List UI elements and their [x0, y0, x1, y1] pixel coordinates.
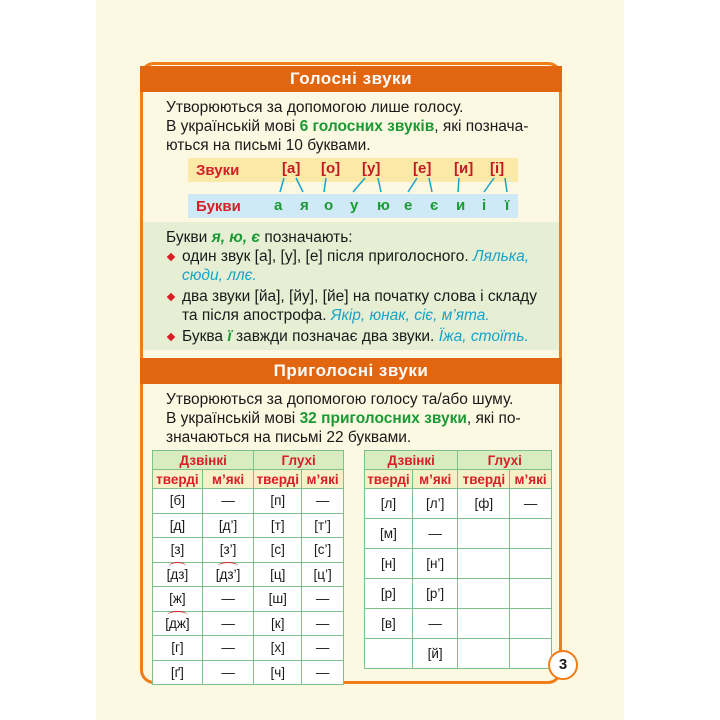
affricate-arc: [дз] [166, 566, 189, 582]
table-row [153, 513, 344, 538]
table-row [153, 587, 344, 612]
voiced-header: Дзвінкі [153, 451, 254, 470]
table-cell: [л’] [412, 489, 458, 519]
table-row [153, 611, 344, 636]
voiceless-header: Глухі [254, 451, 344, 470]
table-cell: [н’] [412, 549, 458, 579]
table-cell [153, 562, 203, 587]
table-cell: — [302, 660, 344, 685]
letter-item: о [324, 197, 334, 214]
table-cell: [ц] [254, 562, 302, 587]
letters-label: Букви [196, 198, 241, 215]
table-cell [458, 609, 510, 639]
table-cell [458, 519, 510, 549]
consonants-table-left [152, 450, 344, 685]
sound-item: [а] [282, 160, 301, 177]
table-cell: — [302, 587, 344, 612]
table-cell: [м] [365, 519, 413, 549]
table-cell: [н] [365, 549, 413, 579]
consonants-line2: В українській мові 32 приголосних звуки, які по- [166, 410, 521, 427]
table-cell: [ч] [254, 660, 302, 685]
voiced-header: Дзвінкі [365, 451, 458, 470]
letter-item: у [350, 197, 359, 214]
sound-item: [е] [413, 160, 432, 177]
hard-header: тверді [153, 470, 203, 489]
table-row [153, 562, 344, 587]
vowels-line3: ються на письмі 10 буквами. [166, 137, 371, 154]
bullet-2-line2: та після апострофа. Якір, юнак, сіє, м’ята. [182, 307, 490, 324]
table-cell: [с’] [302, 538, 344, 563]
letter-item: е [404, 197, 413, 214]
bullet-1-line2: сюди, ллє. [182, 267, 257, 284]
table-cell [510, 609, 552, 639]
hard-header: тверді [365, 470, 413, 489]
hard-header: тверді [458, 470, 510, 489]
table-cell: [п] [254, 489, 302, 514]
hard-header: тверді [254, 470, 302, 489]
table-cell [458, 579, 510, 609]
table-cell: [х] [254, 636, 302, 661]
table-cell: [б] [153, 489, 203, 514]
consonants-line1: Утворюються за допомогою голосу та/або шуму. [166, 391, 514, 408]
letter-item: я [300, 197, 309, 214]
table-cell: — [302, 611, 344, 636]
vowels-line1: Утворюються за допомогою лише голосу. [166, 99, 464, 116]
consonants-title: Приголосні звуки [140, 358, 562, 384]
affricate-arc: [дз’] [215, 566, 241, 582]
table-cell: [д’] [202, 513, 254, 538]
table-cell: — [302, 636, 344, 661]
table-cell [510, 579, 552, 609]
table-cell: — [510, 489, 552, 519]
table-cell: [г] [153, 636, 203, 661]
soft-header: м’які [510, 470, 552, 489]
table-cell: [р] [365, 579, 413, 609]
table-cell: [т] [254, 513, 302, 538]
table-cell: [в] [365, 609, 413, 639]
bullet-1-line1: один звук [а], [у], [е] після приголосного. Лялька, [182, 248, 530, 265]
table-row [365, 579, 552, 609]
bullet-2-line1: два звуки [йа], [йу], [йе] на початку слова і складу [182, 288, 537, 305]
consonants-table-right [364, 450, 552, 669]
soft-header: м’які [202, 470, 254, 489]
note-heading: Букви я, ю, є позначають: [166, 229, 353, 246]
page-number: 3 [548, 650, 578, 680]
table-row [365, 549, 552, 579]
table-cell: [з] [153, 538, 203, 563]
table-cell: [ц’] [302, 562, 344, 587]
sound-item: [і] [490, 160, 505, 177]
table-row [153, 660, 344, 685]
table-cell: — [202, 489, 254, 514]
table-row [153, 489, 344, 514]
table-cell [458, 639, 510, 669]
sound-item: [у] [362, 160, 381, 177]
table-row [365, 639, 552, 669]
sound-item: [и] [454, 160, 474, 177]
vowels-title: Голосні звуки [140, 66, 562, 92]
sound-item: [о] [321, 160, 341, 177]
table-cell: — [202, 611, 254, 636]
table-cell [510, 519, 552, 549]
table-cell: [д] [153, 513, 203, 538]
table-cell [510, 639, 552, 669]
table-row [365, 489, 552, 519]
vowels-line2: В українській мові 6 голосних звуків, які познача- [166, 118, 529, 135]
letter-item: і [482, 197, 487, 214]
table-cell [365, 639, 413, 669]
letter-item: ю [377, 197, 390, 214]
table-cell: [т’] [302, 513, 344, 538]
table-cell: [р’] [412, 579, 458, 609]
bullet-3: Буква ї завжди позначає два звуки. Їжа, стоїть. [182, 328, 529, 345]
table-cell: — [412, 609, 458, 639]
table-cell: [к] [254, 611, 302, 636]
table-row [365, 519, 552, 549]
sounds-label: Звуки [196, 162, 240, 179]
table-cell: — [302, 489, 344, 514]
table-cell: [с] [254, 538, 302, 563]
table-cell: [л] [365, 489, 413, 519]
letter-item: є [430, 197, 439, 214]
table-cell: [з’] [202, 538, 254, 563]
table-row [153, 538, 344, 563]
soft-header: м’які [412, 470, 458, 489]
soft-header: м’які [302, 470, 344, 489]
letter-item: а [274, 197, 283, 214]
table-cell: [ґ] [153, 660, 203, 685]
letter-item: и [456, 197, 466, 214]
table-row [153, 636, 344, 661]
table-cell [153, 611, 203, 636]
affricate-arc: [дж] [165, 615, 190, 631]
table-cell: [ш] [254, 587, 302, 612]
voiceless-header: Глухі [458, 451, 552, 470]
table-cell: — [412, 519, 458, 549]
table-cell: — [202, 587, 254, 612]
table-cell: — [202, 660, 254, 685]
table-cell: [ж] [153, 587, 203, 612]
table-cell [510, 549, 552, 579]
letter-item: ї [505, 197, 510, 214]
table-cell: [ф] [458, 489, 510, 519]
consonants-line3: значаються на письмі 22 буквами. [166, 429, 412, 446]
table-row [365, 609, 552, 639]
table-cell: — [202, 636, 254, 661]
table-cell [458, 549, 510, 579]
table-cell [202, 562, 254, 587]
table-cell: [й] [412, 639, 458, 669]
